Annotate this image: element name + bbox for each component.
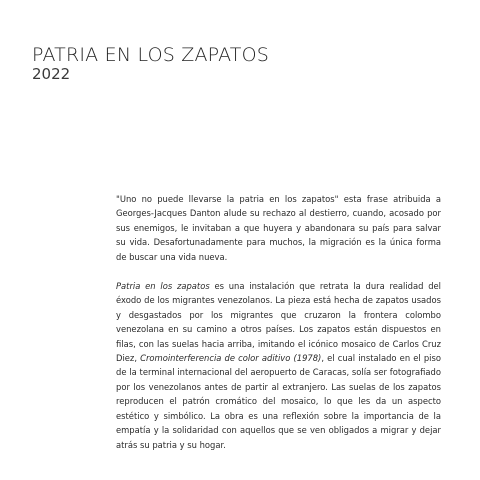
description-paragraph [116,279,441,452]
work-title-italic: Patria en los zapatos [116,280,210,291]
page-title: PATRIA EN LOS ZAPATOS [32,44,270,66]
year-label: 2022 [32,65,71,83]
description-text [116,192,441,452]
description-part-1: es una instalación que retrata la dura realidad del éxodo de los migrantes venezolanos. La pieza está hecha de zapatos usados y desgastados por los migrantes que cruzaron la frontera colombo venezolana en su camino a otros países. Los zapatos están dispuestos en filas, con las suelas hacia arriba, imitando el icónico mosaico de Carlos Cruz Diez, [116,280,441,363]
intro-paragraph: "Uno no puede llevarse la patria en los zapatos" esta frase atribuida a Georges-Jacques Danton alude su rechazo al destierro, cuando, acosado por sus enemigos, le invitaban a que huyera y abandonara su país para salvar su vida. Desafortunadamente para muchos, la migración es la única forma de buscar una vida nueva. [116,194,441,262]
artwork-reference-italic: Cromointerferencia de color aditivo (1978) [140,352,322,363]
description-part-2: , el cual instalado en el piso de la terminal internacional del aeropuerto de Caracas, solía ser fotografiado por los venezolanos antes de partir al extranjero. Las suelas de los zapatos reproducen el patrón cromático del mosaico, lo que les da un aspecto estético y simbólico. La obra es una reflexión sobre la importancia de la empatía y la solidaridad con aquellos que se ven obligados a migrar y dejar atrás su patria y su hogar. [116,352,441,450]
